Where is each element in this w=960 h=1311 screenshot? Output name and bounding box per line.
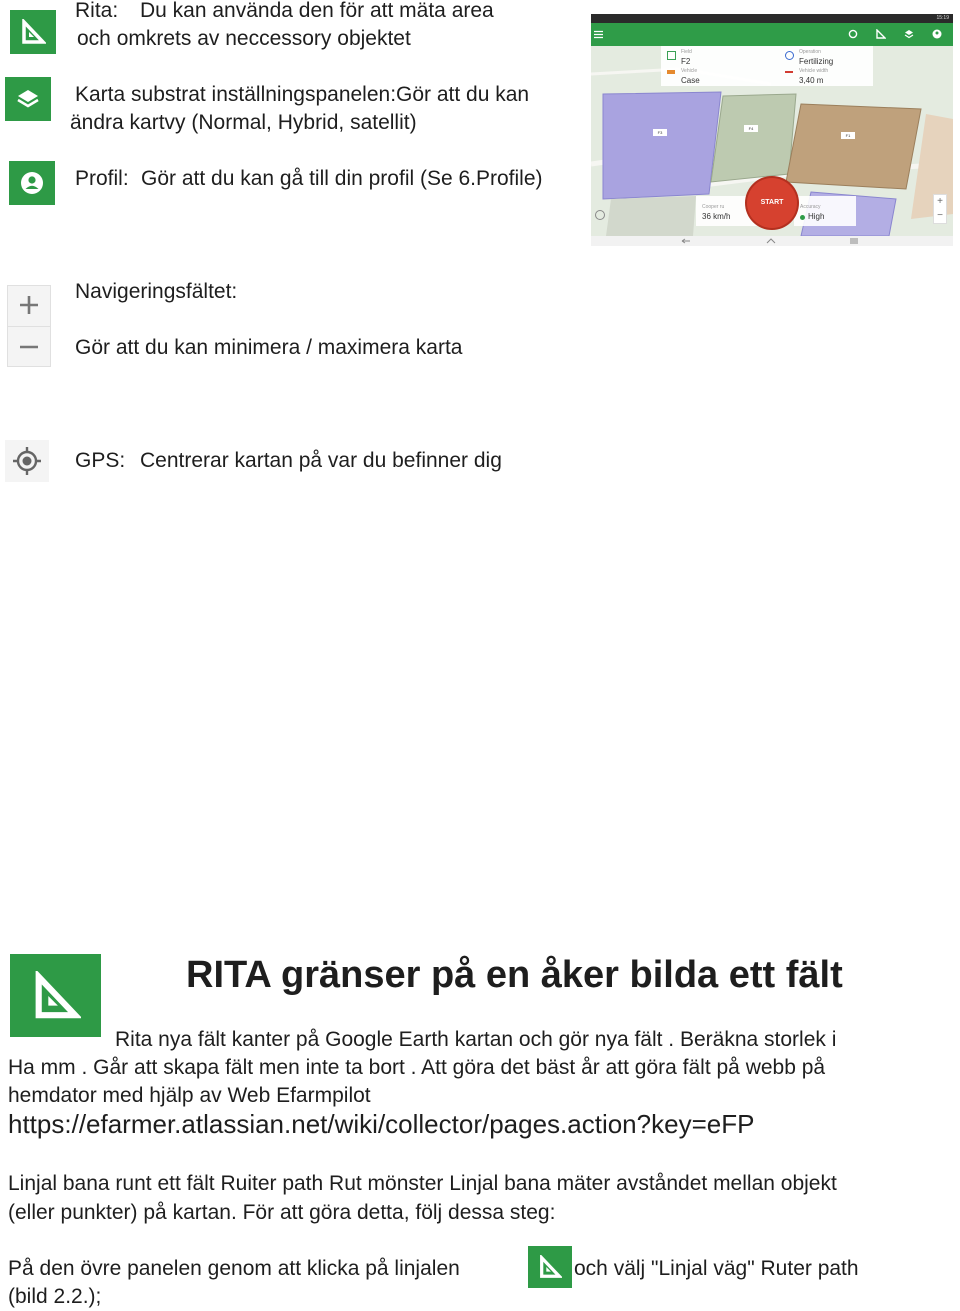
layers-icon [5, 77, 51, 121]
operation-value: Fertilizing [799, 57, 834, 66]
zoom-control [7, 285, 51, 367]
para3-left: På den övre panelen genom att klicka på linjalen [8, 1257, 460, 1280]
rita-line2: och omkrets av neccessory objektet [77, 27, 411, 50]
field-tag: F1 [841, 132, 855, 139]
nav-title: Navigeringsfältet: [75, 280, 238, 303]
vehicle-value: Case [681, 76, 700, 85]
accuracy-label: Accuracy [800, 204, 821, 210]
profile-small-icon [932, 29, 942, 39]
operation-label: Operation [799, 49, 821, 55]
para1-line2: Ha mm . Går att skapa fält men inte ta bort . Att göra det bäst år att göra fält på webb på [8, 1056, 826, 1079]
karta-line2: ändra kartvy (Normal, Hybrid, satellit) [70, 111, 417, 134]
efarmer-link[interactable]: https://efarmer.atlassian.net/wiki/collector/pages.action?key=eFP [8, 1109, 755, 1139]
back-icon [681, 238, 691, 244]
speed-label: Cooper ru [702, 204, 725, 210]
grid-icon [667, 51, 676, 60]
profil-text: Gör att du kan gå till din profil (Se 6.Profile) [141, 167, 543, 190]
status-bar [591, 14, 953, 23]
gps-text: Centrerar kartan på var du befinner dig [140, 449, 502, 472]
field-tag: F4 [744, 125, 758, 132]
accuracy-box [794, 196, 856, 226]
field-value: F2 [681, 57, 691, 66]
field-tag: F3 [653, 129, 667, 136]
width-label: Vehicle width [799, 68, 829, 74]
vehicle-label: Vehicle [681, 68, 698, 74]
zoom-small-control[interactable]: + − [933, 194, 947, 224]
sync-icon [848, 29, 858, 39]
app-toolbar [591, 23, 953, 46]
para1-line3: hemdator med hjälp av Web Efarmpilot [8, 1084, 371, 1107]
width-icon [785, 71, 793, 73]
gps-small-icon[interactable] [595, 210, 605, 220]
gps-title: GPS: [75, 449, 126, 472]
ruler-triangle-icon [10, 10, 56, 54]
para3-right: och välj "Linjal väg" Ruter path [574, 1257, 859, 1280]
width-value: 3,40 m [799, 76, 824, 85]
recent-icon [849, 238, 859, 244]
app-screenshot [591, 14, 953, 246]
profil-title: Profil: [75, 167, 129, 190]
gps-icon [5, 440, 49, 482]
section-heading: RITA gränser på en åker bilda ett fält [186, 954, 843, 996]
rita-line1: Du kan använda den för att mäta area [140, 0, 494, 22]
nav-text: Gör att du kan minimera / maximera karta [75, 336, 463, 359]
karta-line1: Karta substrat inställningspanelen:Gör att du kan [75, 83, 530, 106]
layers-small-icon [904, 29, 914, 39]
accuracy-value: High [808, 212, 825, 221]
rita-title: Rita: [75, 0, 119, 22]
speed-value: 36 km/h [702, 212, 731, 221]
profile-icon [9, 161, 55, 205]
operation-icon [785, 51, 794, 60]
accuracy-dot [800, 215, 805, 220]
info-panel [661, 46, 873, 86]
ruler-icon [876, 29, 886, 39]
para3-line2: (bild 2.2.); [8, 1285, 102, 1308]
tractor-icon [667, 70, 675, 74]
ruler-triangle-large-icon [10, 954, 101, 1037]
start-button[interactable]: START [747, 178, 797, 228]
status-time: 15:19 [936, 15, 949, 21]
ruler-triangle-icon [528, 1246, 572, 1288]
minus-icon [19, 337, 39, 357]
home-icon [766, 238, 776, 244]
para1-line1: Rita nya fält kanter på Google Earth kartan och gör nya fält . Beräkna storlek i [115, 1028, 837, 1051]
field-label: Field [681, 49, 692, 55]
plus-icon [19, 295, 39, 315]
menu-icon [594, 30, 603, 39]
para2-line2: (eller punkter) på kartan. För att göra detta, följ dessa steg: [8, 1201, 556, 1224]
nav-bar [591, 236, 953, 246]
para2-line1: Linjal bana runt ett fält Ruiter path Rut mönster Linjal bana mäter avståndet mellan objekt [8, 1172, 837, 1195]
